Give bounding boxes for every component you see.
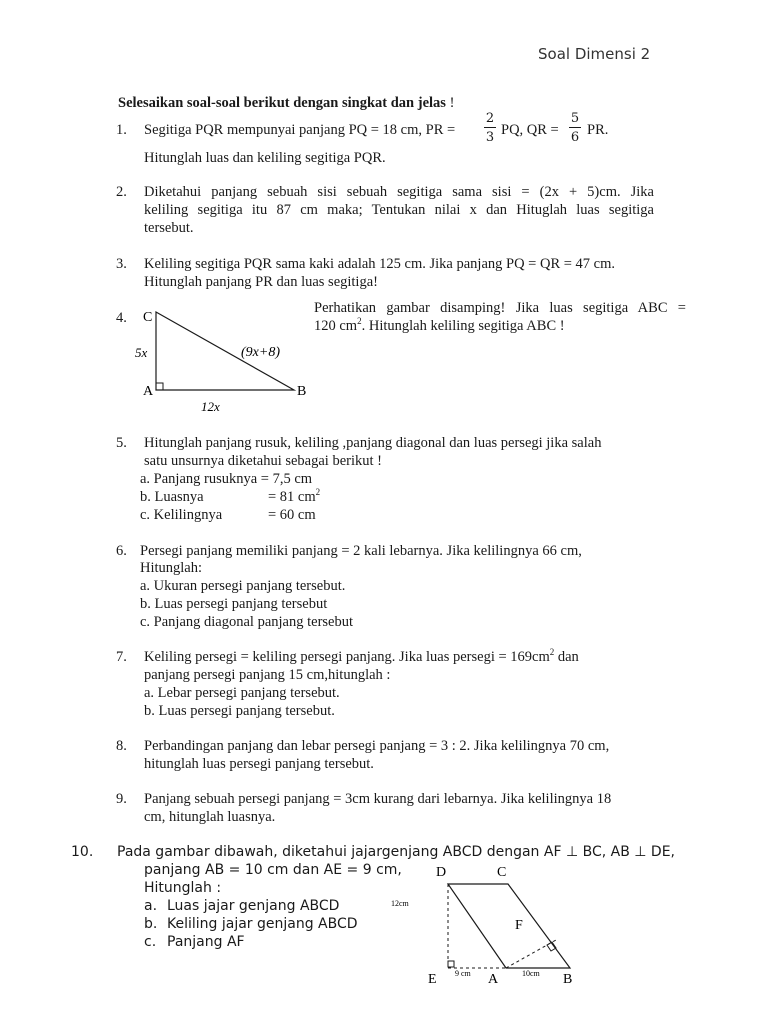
q5-option-c-value: = 60 cm bbox=[268, 507, 316, 523]
q10-line1: Pada gambar dibawah, diketahui jajargenjang ABCD dengan AF ⊥ BC, AB ⊥ DE, bbox=[117, 844, 675, 860]
q5-option-b-label: b. Luasnya bbox=[140, 489, 204, 505]
q7-option-a: a. Lebar persegi panjang tersebut. bbox=[144, 685, 340, 701]
side-left-label: 5x bbox=[135, 345, 148, 360]
q9-line2: cm, hitunglah luasnya. bbox=[144, 809, 276, 825]
q1-frac2-den: 6 bbox=[570, 130, 580, 145]
q5-option-c-label: c. Kelilingnya bbox=[140, 507, 223, 523]
q7-option-b: b. Luas persegi panjang tersebut. bbox=[144, 703, 335, 719]
q8-number: 8. bbox=[116, 738, 127, 754]
q8-line2: hitunglah luas persegi panjang tersebut. bbox=[144, 756, 374, 772]
q1-line2: Hitunglah luas dan keliling segitiga PQR. bbox=[144, 150, 386, 166]
q5-number: 5. bbox=[116, 435, 127, 451]
q7-line1-a: Keliling persegi = keliling persegi panjang. Jika luas persegi = 169cm bbox=[144, 649, 550, 665]
q3-number: 3. bbox=[116, 256, 127, 272]
q1-text-mid: PQ, QR = bbox=[501, 122, 559, 138]
q6-line2: Hitunglah: bbox=[140, 560, 203, 576]
q5-option-a: a. Panjang rusuknya = 7,5 cm bbox=[140, 471, 313, 487]
q10-option-c: Panjang AF bbox=[167, 934, 245, 950]
q1-number: 1. bbox=[116, 122, 127, 138]
vertex-b-label: B bbox=[297, 384, 307, 399]
q9-line1: Panjang sebuah persegi panjang = 3cm kurang dari lebarnya. Jika kelilingnya 18 bbox=[144, 791, 612, 807]
q6-option-b: b. Luas persegi panjang tersebut bbox=[140, 596, 328, 612]
q10-option-a: Luas jajar genjang ABCD bbox=[167, 898, 340, 914]
page-header-title: Soal Dimensi 2 bbox=[538, 45, 651, 63]
q10-option-b: Keliling jajar genjang ABCD bbox=[167, 916, 358, 932]
vertex-d-label: D bbox=[436, 865, 447, 880]
q4-line2-b: . Hitunglah keliling segitiga ABC ! bbox=[361, 318, 565, 334]
side-bottom-label: 12x bbox=[201, 399, 220, 414]
q4-number: 4. bbox=[116, 310, 127, 326]
q2-line3: tersebut. bbox=[144, 220, 194, 236]
q6-number: 6. bbox=[116, 543, 127, 559]
q10-option-a-label: a. bbox=[144, 898, 158, 914]
vertex-a-label: A bbox=[143, 384, 154, 399]
height-12cm-label: 12cm bbox=[391, 899, 409, 908]
q6-line1: Persegi panjang memiliki panjang = 2 kali lebarnya. Jika kelilingnya 66 cm, bbox=[140, 543, 582, 559]
q5-line2: satu unsurnya diketahui sebagai berikut ! bbox=[144, 453, 382, 469]
q7-number: 7. bbox=[116, 649, 127, 665]
q10-option-b-label: b. bbox=[144, 916, 158, 932]
q1-text-post: PR. bbox=[587, 122, 609, 138]
side-hyp-label: (9x+8) bbox=[241, 345, 280, 360]
q8-line1: Perbandingan panjang dan lebar persegi panjang = 3 : 2. Jika kelilingnya 70 cm, bbox=[144, 738, 610, 754]
q4-line2-sup: 2 bbox=[357, 316, 362, 327]
q7-line2: panjang persegi panjang 15 cm,hitunglah : bbox=[144, 667, 391, 683]
q10-option-c-label: c. bbox=[144, 934, 157, 950]
q7-line1-b: dan bbox=[554, 649, 579, 665]
q6-option-c: c. Panjang diagonal panjang tersebut bbox=[140, 614, 354, 630]
q2-line1: Diketahui panjang sebuah sisi sebuah segitiga sama sisi = (2x + 5)cm. Jika bbox=[144, 184, 654, 200]
right-angle-marker-e bbox=[448, 961, 454, 967]
q5-option-b-val: = 81 cm bbox=[268, 489, 316, 505]
q5-line1: Hitunglah panjang rusuk, keliling ,panjang diagonal dan luas persegi jika salah bbox=[144, 435, 602, 451]
point-f-label: F bbox=[515, 918, 523, 933]
instruction-tail: ! bbox=[445, 95, 455, 111]
q3-line2: Hitunglah panjang PR dan luas segitiga! bbox=[144, 274, 378, 290]
vertex-c-label: C bbox=[143, 310, 153, 325]
q4-line2-a: 120 cm bbox=[314, 318, 358, 334]
q9-number: 9. bbox=[116, 791, 127, 807]
vertex-a2-label: A bbox=[488, 972, 499, 987]
q4-line1: Perhatikan gambar disamping! Jika luas segitiga ABC = bbox=[314, 300, 686, 316]
instruction-text: Selesaikan soal-soal berikut dengan singkat dan jelas bbox=[118, 95, 446, 111]
q1-frac2-num: 5 bbox=[570, 111, 580, 126]
q3-line1: Keliling segitiga PQR sama kaki adalah 125 cm. Jika panjang PQ = QR = 47 cm. bbox=[144, 256, 616, 272]
q2-number: 2. bbox=[116, 184, 127, 200]
q6-option-a: a. Ukuran persegi panjang tersebut. bbox=[140, 578, 346, 594]
parallelogram-shape bbox=[448, 884, 570, 968]
segment-ab-label: 10cm bbox=[522, 969, 540, 978]
q1-text-pre: Segitiga PQR mempunyai panjang PQ = 18 cm, PR = bbox=[144, 122, 456, 138]
q2-line2: keliling segitiga itu 87 cm maka; Tentukan nilai x dan Hituglah luas segitiga bbox=[144, 202, 654, 218]
q1-frac1-den: 3 bbox=[485, 130, 495, 145]
segment-ea-label: 9 cm bbox=[455, 969, 471, 978]
q10-line3: Hitunglah : bbox=[144, 880, 222, 896]
vertex-b2-label: B bbox=[563, 972, 573, 987]
vertex-c2-label: C bbox=[497, 865, 507, 880]
q5-option-b-sup: 2 bbox=[315, 487, 321, 498]
q7-line1-sup: 2 bbox=[549, 647, 555, 658]
vertex-e-label: E bbox=[428, 972, 437, 987]
q10-line2: panjang AB = 10 cm dan AE = 9 cm, bbox=[144, 862, 402, 878]
q1-frac1-num: 2 bbox=[485, 111, 495, 126]
q10-number: 10. bbox=[71, 844, 94, 860]
